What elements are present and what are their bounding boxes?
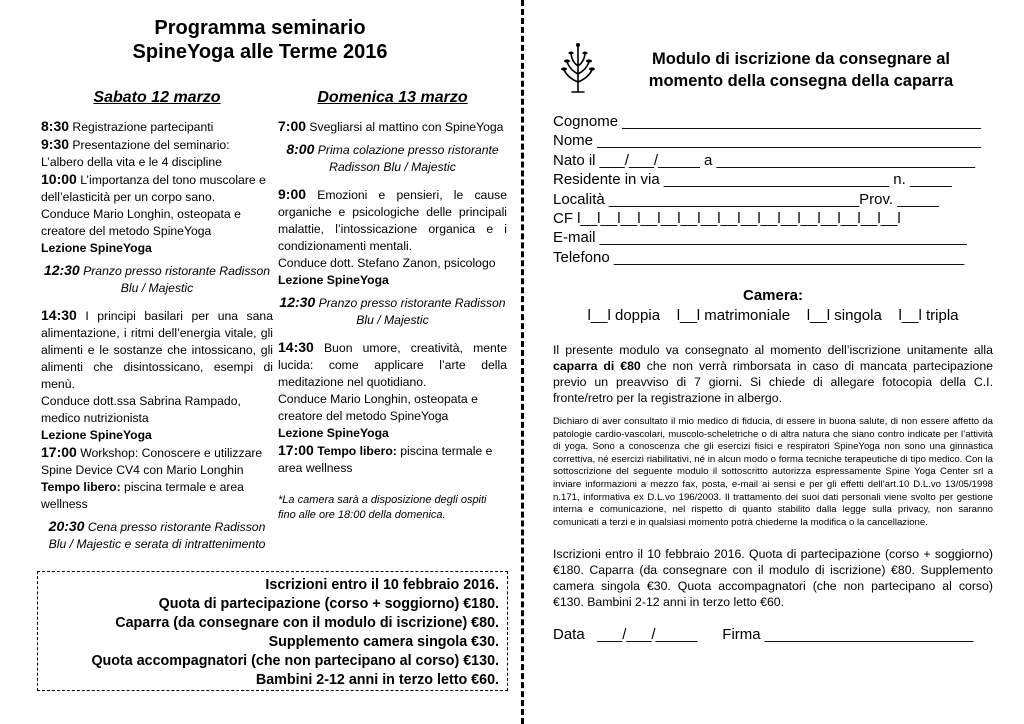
- lesson-label: Lezione SpineYoga: [41, 428, 152, 442]
- field-city[interactable]: Località ______________________________Prov. _____: [553, 190, 939, 208]
- field-email[interactable]: E-mail ____________________________________________: [553, 229, 967, 247]
- schedule-item: 9:30 Presentazione del seminario: L’albero della vita e le 4 discipline: [41, 136, 230, 169]
- lunch-item: 12:30 Pranzo presso ristorante Radisson Blu / Majestic: [279, 294, 506, 327]
- schedule-item: 17:00 Workshop: Conoscere e utilizzare Spine Device CV4 con Mario Longhin: [41, 444, 263, 477]
- field-tax-code[interactable]: CF l__l__l__l__l__l__l__l__l__l__l__l__l__l__l__l__l: [553, 210, 901, 228]
- speaker-line: Conduce Mario Longhin, osteopata e creatore del metodo SpineYoga: [278, 392, 478, 423]
- pricing-line: Quota accompagnatori (che non partecipano al corso) €130.: [91, 653, 499, 669]
- signature-line[interactable]: Data ___/___/_____ Firma _________________________: [553, 626, 974, 643]
- sunday-heading: Domenica 13 marzo: [317, 89, 468, 106]
- deposit-paragraph: Il presente modulo va consegnato al momento dell’iscrizione unitamente alla caparra di €80 che non verrà rimborsata in caso di mancata partecipazione previo un preavviso di 7 giorni. Si chiede di allegare fotocopia della C.I. fronte/retro per la registrazione in albergo.: [553, 343, 993, 405]
- schedule-item: 9:00 Emozioni e pensieri, le cause organiche e psicologiche delle principali malattie, l’intossicazione organica e i condizionamenti mentali.: [278, 186, 507, 253]
- lesson-label: Lezione SpineYoga: [278, 273, 389, 287]
- lesson-label: Lezione SpineYoga: [278, 426, 389, 440]
- speaker-line: Conduce Mario Longhin, osteopata e creatore del metodo SpineYoga: [41, 207, 241, 238]
- tree-logo-icon: [558, 42, 598, 94]
- field-birth[interactable]: Nato il ___/___/_____ a _______________________________: [553, 151, 976, 169]
- schedule-item: 8:30 Registrazione partecipanti: [41, 118, 214, 134]
- pricing-line: Quota di partecipazione (corso + soggiorno) €180.: [158, 596, 499, 612]
- health-declaration: Dichiaro di aver consultato il mio medico di fiducia, di essere in buona salute, di non essere affetto da patologie cardio-vascolari, muscolo-scheletriche o di altra natura che siano contro indicate per l’attività di yoga. Sono a conoscenza che gli esercizi fisici e respiratori SpineYoga non sono una ginnastica correttiva, né esercizi riabilitativi, né in alcun modo o forma tecniche terapeutiche di tipo medico. Con la sottoscrizione del seguente modulo il sottoscritto autorizza espressamente Spine Yoga Center srl a inviare informazioni a mezzo fax, posta, e-mail ai sensi e per gli effetti dell’art.10 D.L.vo 13/05/1998 n.171, informativa ex D.L.vo 196/2003. Il trattamento dei suoi dati personali viene svolto per gestione interna e comunicazione, nel rispetto di quanto stabilito dalla legge sulla privacy, non saranno comunicati a terzi e in qualsiasi momento potrà chiederne la modifica o la cancellazione.: [553, 416, 993, 528]
- free-time-item: Tempo libero: piscina termale e area wellness: [41, 480, 244, 511]
- schedule-item: 10:00 L’importanza del tono muscolare e dell’elasticità per un corpo sano.: [41, 171, 266, 204]
- room-options[interactable]: l__l doppia l__l matrimoniale l__l singola l__l tripla: [587, 307, 959, 324]
- pricing-line: Bambini 2-12 anni in terzo letto €60.: [255, 672, 499, 688]
- page-divider: [521, 0, 524, 724]
- saturday-heading: Sabato 12 marzo: [93, 89, 221, 106]
- form-title: Modulo di iscrizione da consegnare al momento della consegna della caparra: [648, 50, 954, 90]
- dinner-item: 20:30 Cena presso ristorante Radisson Blu / Majestic e serata di intrattenimento: [48, 518, 266, 551]
- field-phone[interactable]: Telefono __________________________________________: [553, 248, 965, 266]
- pricing-line: Caparra (da consegnare con il modulo di iscrizione) €80.: [115, 615, 499, 631]
- breakfast-item: 8:00 Prima colazione presso ristorante Radisson Blu / Majestic: [286, 141, 499, 174]
- field-address[interactable]: Residente in via ___________________________ n. _____: [553, 171, 952, 189]
- saturday-column: [41, 88, 273, 563]
- pricing-line: Iscrizioni entro il 10 febbraio 2016.: [265, 577, 499, 593]
- schedule-item: 14:30 Buon umore, creatività, mente lucida: come applicare l’arte della meditazione nel quotidiano.: [278, 339, 507, 389]
- pricing-paragraph: Iscrizioni entro il 10 febbraio 2016. Quota di partecipazione (corso + soggiorno) €180. Caparra (da consegnare con il modulo di iscrizione) €80. Supplemento camera singola €30. Quota accompagnatori (che non partecipano al corso) €130. Bambini 2-12 anni in terzo letto €60.: [553, 547, 993, 609]
- lunch-item: 12:30 Pranzo presso ristorante Radisson Blu / Majestic: [43, 262, 271, 295]
- pricing-line: Supplemento camera singola €30.: [268, 634, 499, 650]
- speaker-line: Conduce dott. Stefano Zanon, psicologo: [278, 256, 496, 270]
- room-title: Camera:: [742, 287, 804, 304]
- speaker-line: Conduce dott.ssa Sabrina Rampado, medico nutrizionista: [41, 394, 241, 425]
- field-surname[interactable]: Cognome ___________________________________________: [553, 113, 981, 130]
- registration-fields: [553, 112, 993, 267]
- field-name[interactable]: Nome ______________________________________________: [553, 132, 981, 150]
- room-note: *La camera sarà a disposizione degli ospiti fino alle ore 18:00 della domenica.: [278, 494, 487, 521]
- free-time-item: 17:00 Tempo libero: piscina termale e area wellness: [278, 442, 493, 475]
- schedule-item: 7:00 Svegliarsi al mattino con SpineYoga: [278, 118, 504, 134]
- program-title: Programma seminario SpineYoga alle Terme 2016: [132, 17, 388, 63]
- schedule-item: 14:30 I principi basilari per una sana alimentazione, i ritmi dell’energia vitale, gli alimenti e le sostanze che intossicano, gli alimenti che disintossicano, esempi di menù.: [41, 307, 273, 391]
- sunday-column: [278, 88, 507, 523]
- lesson-label: Lezione SpineYoga: [41, 241, 152, 255]
- pricing-box: [37, 571, 508, 691]
